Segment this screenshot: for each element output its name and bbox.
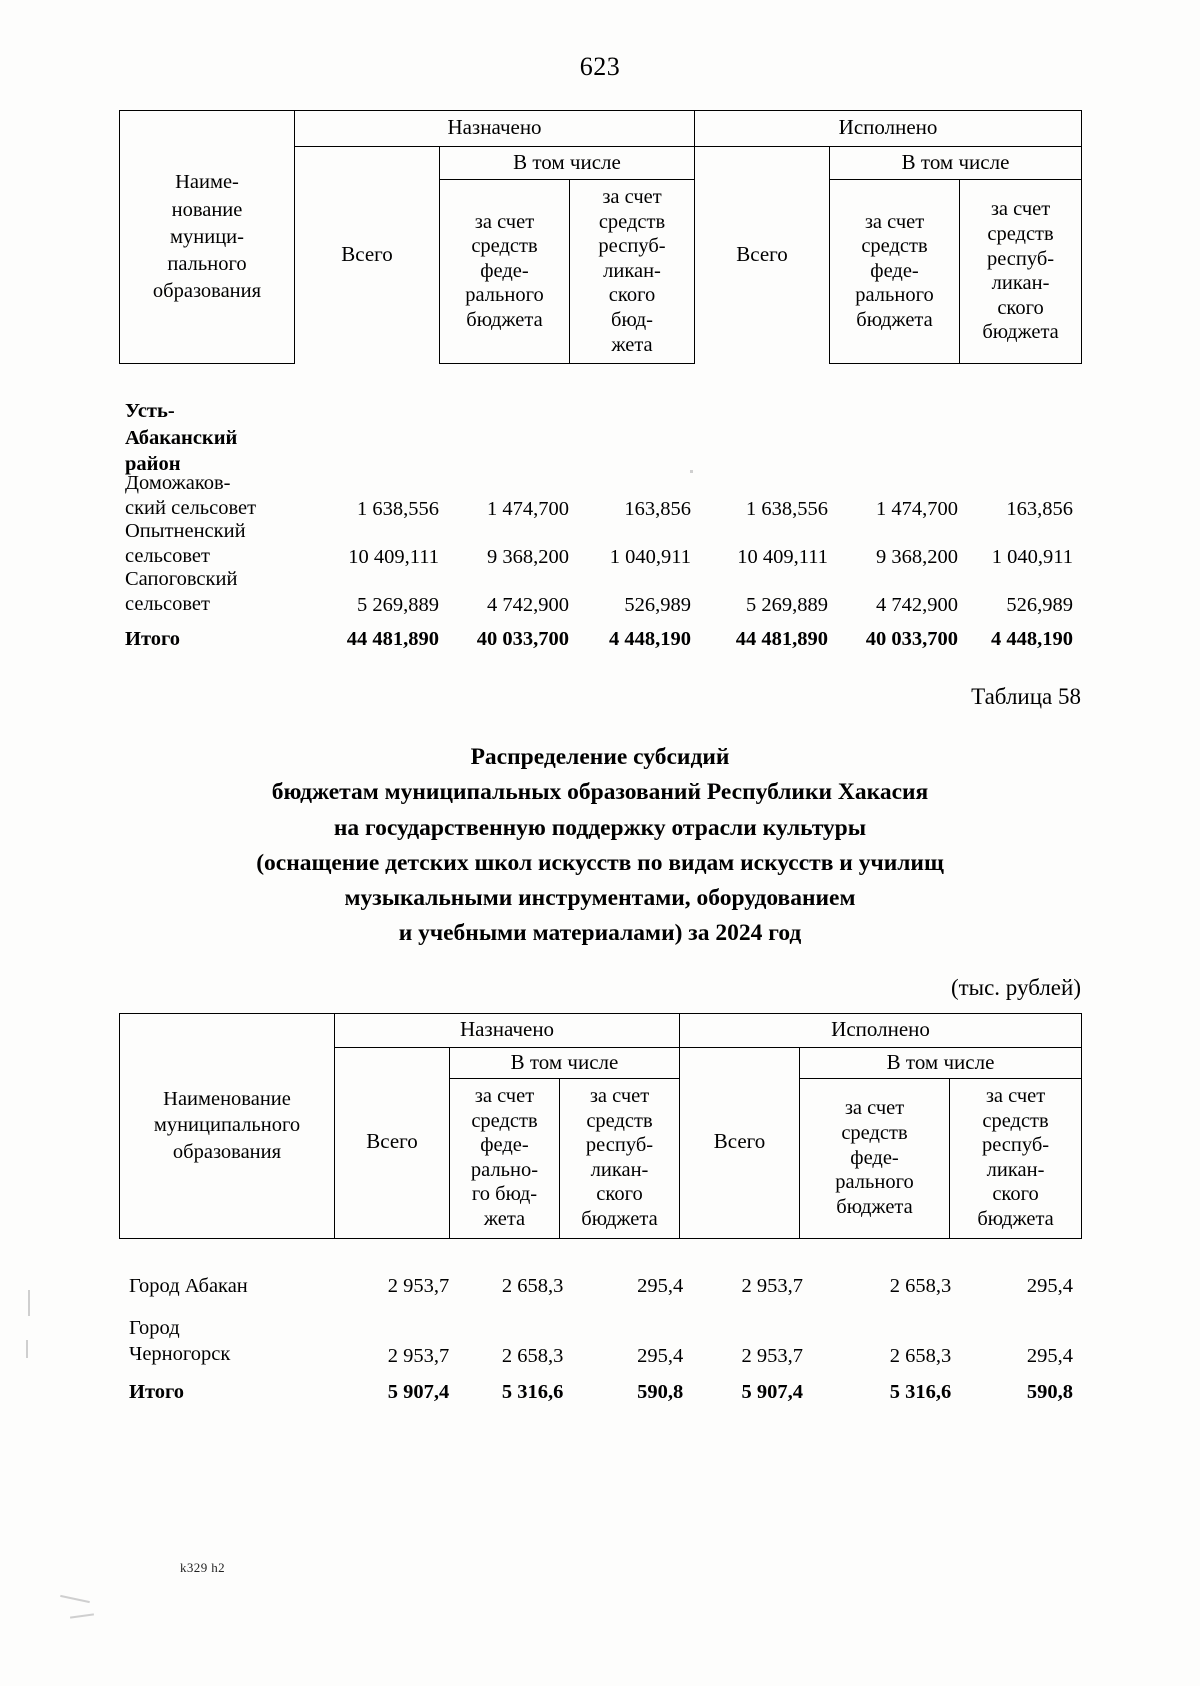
header-cell-republican-assigned (560, 1079, 680, 1239)
cell-federal-executed: 4 742,900 (876, 594, 958, 616)
header-line: рального (835, 1171, 914, 1194)
header-line: респуб- (598, 235, 666, 258)
table-2-body (119, 1262, 1081, 1404)
table-row (120, 111, 1082, 147)
header-line: респуб- (585, 1134, 654, 1157)
header-line: за счет (864, 210, 925, 233)
header-cell-including-executed: В том числе (800, 1047, 1082, 1079)
cell-federal-assigned: 4 742,900 (487, 594, 569, 616)
header-line: феде- (480, 1134, 529, 1157)
header-line: жета (611, 333, 653, 356)
title-line: Распределение субсидий (470, 744, 730, 770)
cell-federal-assigned: 2 658,3 (501, 1275, 564, 1297)
row-label-total: Итого (125, 628, 181, 650)
header-name-line: муници- (170, 225, 244, 248)
cell-total-executed: 10 409,111 (737, 546, 828, 568)
row-label-line: Сапоговский (125, 568, 238, 590)
header-cell-name (120, 1014, 335, 1239)
header-line: бюджета (466, 309, 543, 331)
header-line: феде- (480, 259, 529, 282)
header-line: ликан- (986, 1158, 1045, 1181)
row-label-line: Город (129, 1316, 180, 1339)
scan-artifact (60, 1595, 90, 1603)
header-cell-total-assigned: Всего (295, 146, 440, 364)
header-line: респуб- (981, 1134, 1050, 1157)
header-line: ликан- (991, 272, 1050, 295)
cell-total-assigned: 5 907,4 (387, 1381, 450, 1403)
header-line: за счет (474, 210, 535, 233)
header-cell-including-executed: В том числе (830, 146, 1082, 180)
header-line: бюджета (977, 1208, 1054, 1230)
table-2 (119, 1013, 1082, 1239)
cell-total-assigned: 44 481,890 (346, 628, 439, 650)
cell-republican-assigned: 163,856 (624, 498, 691, 520)
header-line: ского (608, 284, 656, 307)
header-line: средств (471, 1109, 538, 1132)
cell-republican-executed: 526,989 (1006, 594, 1073, 616)
cell-republican-assigned: 295,4 (637, 1275, 684, 1297)
header-name-line: нование (171, 198, 243, 221)
table-row-total (119, 1368, 1081, 1404)
row-label-ust-abakansky (119, 398, 299, 478)
header-line: рального (855, 284, 934, 307)
header-cell-republican-executed (960, 180, 1082, 364)
header-line: ликан- (590, 1158, 649, 1181)
header-cell-executed: Исполнено (680, 1014, 1082, 1048)
header-name-line: образования (152, 279, 262, 302)
header-line: го бюд- (471, 1183, 538, 1206)
header-line: ского (997, 296, 1044, 319)
table-2-container (119, 1013, 1081, 1239)
header-line: респуб- (986, 247, 1055, 270)
header-line: за счет (589, 1085, 650, 1108)
cell-total-assigned: 1 638,556 (357, 498, 439, 520)
row-label-line: район (125, 453, 181, 476)
header-line: за счет (602, 186, 662, 209)
header-line: бюджета (982, 321, 1059, 344)
header-cell-federal-executed (830, 180, 960, 364)
header-cell-federal-assigned (440, 180, 570, 364)
scan-artifact (26, 1340, 28, 1358)
page-number: 623 (579, 52, 621, 81)
header-line: за счет (990, 198, 1051, 221)
cell-total-executed: 5 269,889 (746, 594, 828, 616)
row-label-line: Опытненский (125, 520, 246, 542)
header-name-line: Наименование (163, 1087, 291, 1110)
scan-artifact (690, 470, 693, 473)
cell-republican-executed: 295,4 (1026, 1345, 1073, 1367)
table-1-container (119, 110, 1081, 364)
title-line: бюджетам муниципальных образований Республики Хакасия (271, 779, 929, 806)
row-label-line: Абаканский (125, 426, 238, 449)
header-name-line: пального (167, 252, 247, 275)
scan-artifact (28, 1290, 30, 1316)
row-label-line: сельсовет (125, 593, 210, 615)
header-cell-republican-executed (950, 1079, 1082, 1239)
row-label-gorod-abakan: Город Абакан (129, 1275, 248, 1297)
row-label-line: Черногорск (129, 1343, 231, 1366)
cell-federal-assigned: 2 658,3 (501, 1345, 564, 1367)
table-row (120, 1014, 1082, 1048)
cell-federal-executed: 2 658,3 (889, 1345, 952, 1367)
table-1-body (119, 398, 1081, 651)
document-title (0, 740, 1200, 952)
cell-total-assigned: 10 409,111 (348, 546, 439, 568)
header-line: ского (596, 1183, 643, 1206)
header-cell-including-assigned: В том числе (440, 146, 695, 180)
header-cell-federal-assigned (450, 1079, 560, 1239)
cell-republican-executed: 1 040,911 (991, 546, 1073, 568)
header-cell-assigned: Назначено (295, 111, 695, 147)
cell-total-executed: 44 481,890 (735, 628, 828, 650)
row-label-opytnensky (119, 519, 299, 569)
header-line: за счет (474, 1085, 535, 1108)
header-line: средств (471, 235, 538, 258)
cell-federal-executed: 5 316,6 (889, 1381, 952, 1403)
cell-republican-assigned: 4 448,190 (609, 628, 691, 650)
cell-total-executed: 2 953,7 (741, 1345, 804, 1367)
header-line: за счет (844, 1097, 905, 1120)
table-row-total (119, 617, 1081, 651)
cell-federal-assigned: 1 474,700 (487, 498, 569, 520)
cell-total-executed: 1 638,556 (746, 498, 828, 520)
header-cell-federal-executed (800, 1079, 950, 1239)
cell-total-assigned: 5 269,889 (357, 594, 439, 616)
cell-federal-executed: 9 368,200 (876, 546, 958, 568)
cell-total-executed: 2 953,7 (741, 1275, 804, 1297)
cell-federal-assigned: 5 316,6 (501, 1381, 564, 1403)
header-cell-total-assigned: Всего (335, 1047, 450, 1238)
title-line: (оснащение детских школ искусств по видам искусств и училищ (256, 849, 944, 876)
header-line: рального (465, 284, 544, 307)
cell-total-assigned: 2 953,7 (387, 1345, 450, 1367)
table-row (119, 1262, 1081, 1298)
cell-federal-executed: 1 474,700 (876, 498, 958, 520)
header-cell-assigned: Назначено (335, 1014, 680, 1048)
header-name-line: муниципального (153, 1114, 301, 1137)
header-name-line: образования (172, 1141, 282, 1164)
header-line: бюджета (836, 1195, 913, 1218)
cell-federal-executed: 2 658,3 (889, 1275, 952, 1297)
header-line: бюджета (581, 1208, 658, 1230)
header-line: рально- (470, 1158, 539, 1181)
header-line: ского (992, 1183, 1039, 1206)
cell-republican-assigned: 526,989 (624, 594, 691, 616)
header-line: средств (982, 1109, 1049, 1132)
row-label-line: Усть- (125, 400, 175, 422)
row-label-line: ский сельсовет (125, 497, 257, 519)
table-row (119, 473, 1081, 521)
header-line: средств (841, 1121, 908, 1144)
header-line: за счет (985, 1085, 1046, 1108)
header-line: средств (598, 210, 666, 233)
cell-total-executed: 5 907,4 (741, 1381, 804, 1403)
row-label-sapogovsky (119, 567, 299, 617)
cell-total-assigned: 2 953,7 (387, 1275, 450, 1297)
header-cell-executed: Исполнено (695, 111, 1082, 147)
units-note: (тыс. рублей) (950, 975, 1081, 1000)
row-label-gorod-chernogorsk (119, 1315, 336, 1368)
cell-republican-executed: 163,856 (1006, 498, 1073, 520)
header-line: ликан- (603, 259, 661, 282)
header-line: феде- (850, 1146, 899, 1169)
cell-republican-executed: 295,4 (1026, 1275, 1073, 1297)
header-cell-total-executed: Всего (680, 1047, 800, 1238)
row-label-line: Доможаков- (125, 472, 231, 494)
scan-artifact (70, 1613, 94, 1618)
row-label-total: Итого (129, 1381, 185, 1403)
cell-federal-assigned: 40 033,700 (476, 628, 569, 650)
footer-code: k329 h2 (180, 1560, 226, 1575)
header-cell-name (120, 111, 295, 364)
row-label-line: сельсовет (125, 545, 210, 567)
header-line: средств (861, 235, 928, 258)
cell-republican-assigned: 1 040,911 (609, 546, 691, 568)
title-line: и учебными материалами) за 2024 год (398, 920, 802, 947)
header-line: бюд- (611, 309, 653, 331)
header-line: средств (586, 1109, 653, 1132)
header-line: бюджета (856, 309, 933, 331)
cell-republican-executed: 590,8 (1026, 1381, 1073, 1403)
cell-republican-executed: 4 448,190 (991, 628, 1073, 650)
table-row (119, 569, 1081, 617)
table-1 (119, 110, 1082, 364)
row-label-domozhakovsky (119, 471, 299, 521)
title-line: на государственную поддержку отрасли культуры (333, 814, 867, 841)
cell-federal-assigned: 9 368,200 (487, 546, 569, 568)
header-cell-including-assigned: В том числе (450, 1047, 680, 1079)
header-cell-republican-assigned (570, 180, 695, 364)
table-row (119, 1298, 1081, 1368)
header-line: жета (483, 1208, 526, 1230)
header-line: средств (987, 222, 1054, 245)
header-line: феде- (870, 259, 919, 282)
table-row (119, 521, 1081, 569)
table-caption: Таблица 58 (971, 684, 1081, 709)
table-row (119, 398, 1081, 476)
header-cell-total-executed: Всего (695, 146, 830, 364)
cell-federal-executed: 40 033,700 (865, 628, 958, 650)
cell-republican-assigned: 590,8 (637, 1381, 684, 1403)
header-name-line: Наиме- (175, 171, 239, 194)
cell-republican-assigned: 295,4 (637, 1345, 684, 1367)
title-line: музыкальными инструментами, оборудованием (344, 885, 856, 911)
